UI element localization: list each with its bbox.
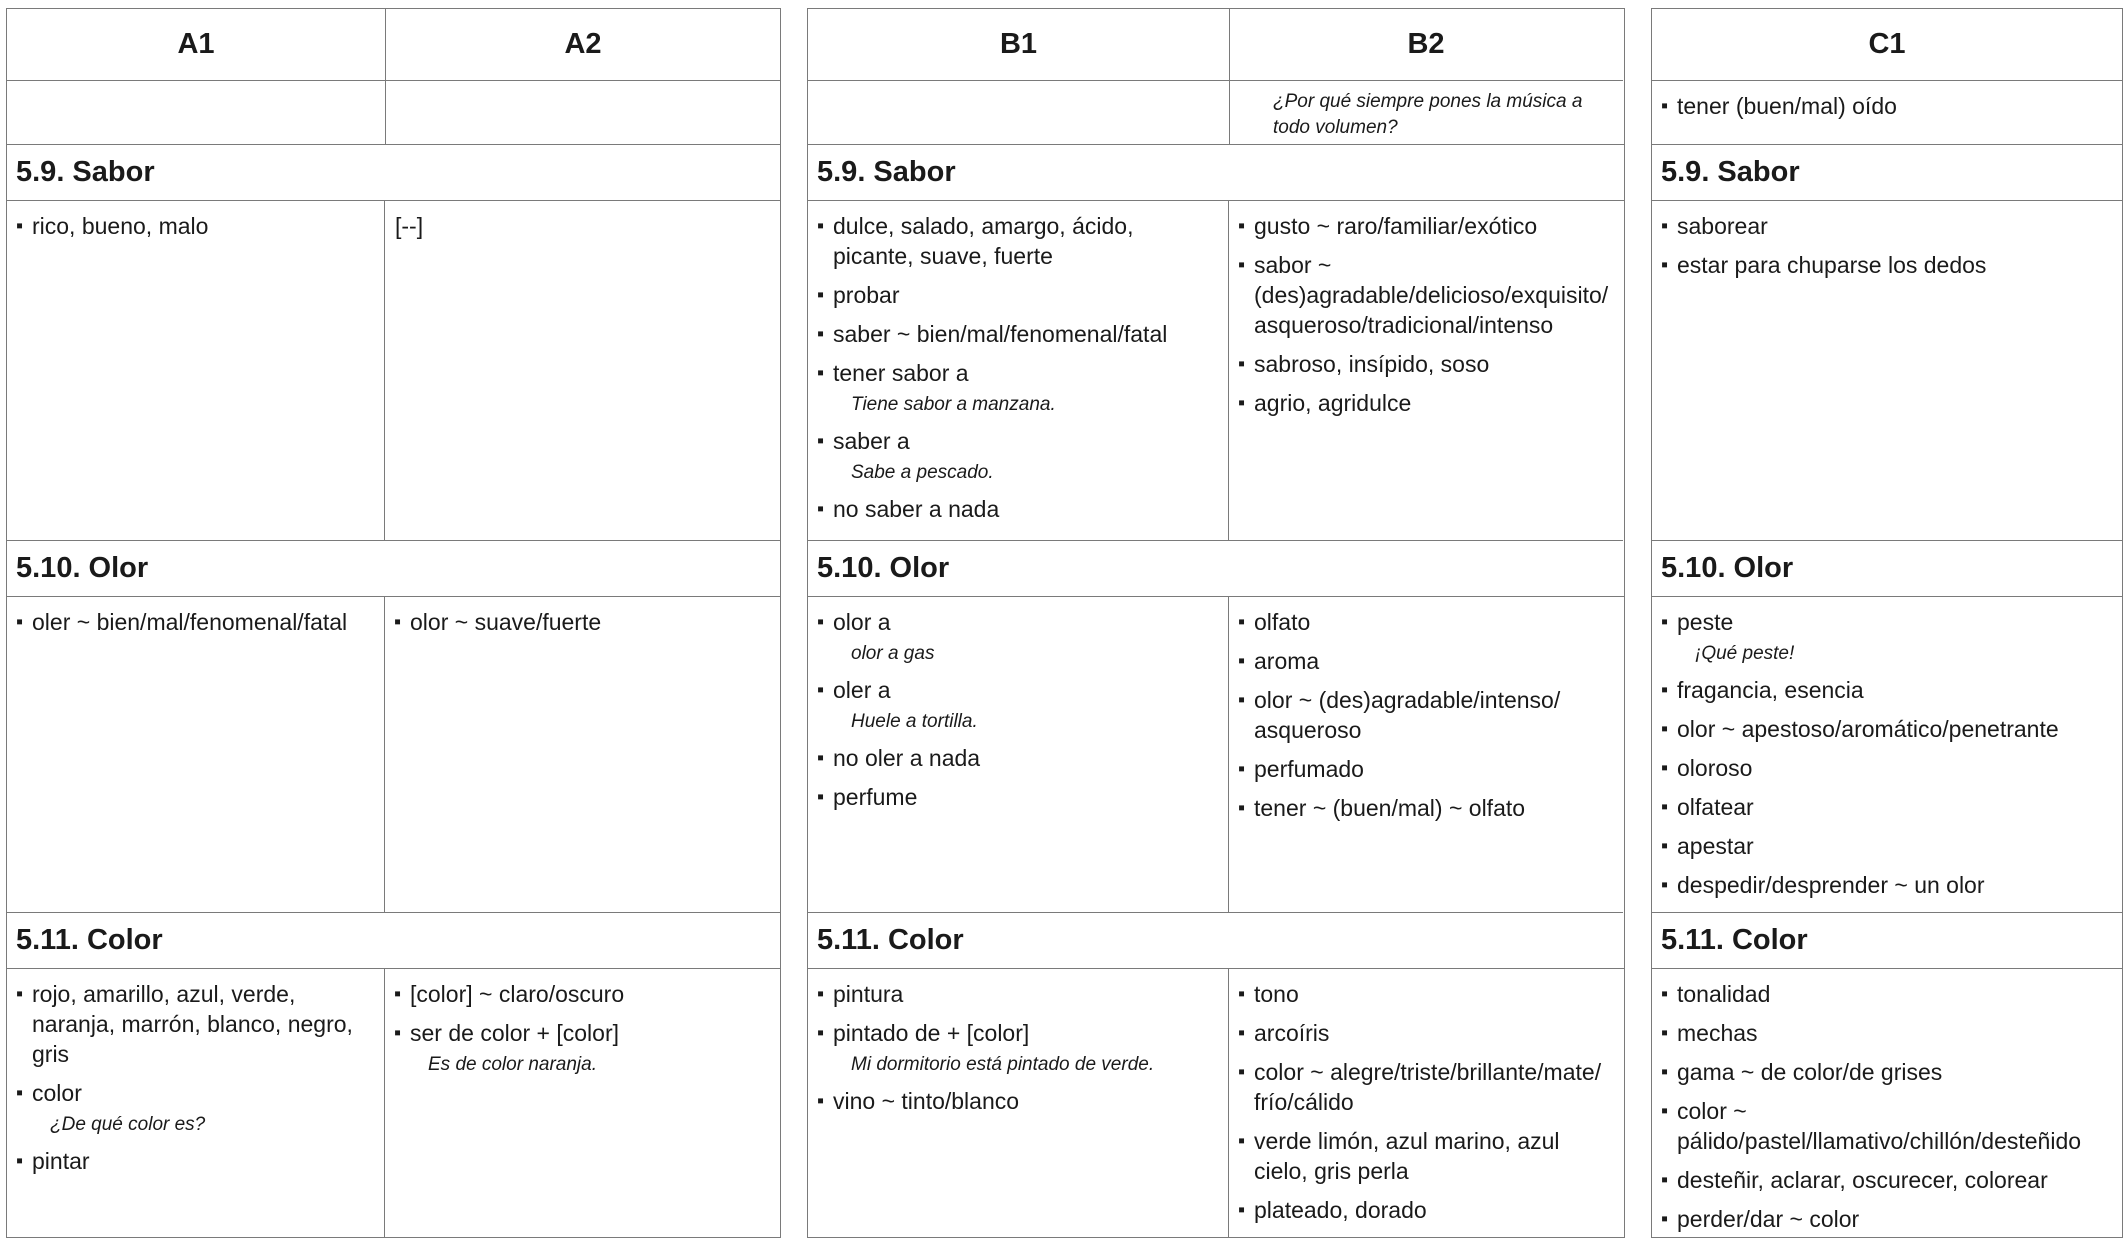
list-item: ▪ oler a Huele a tortilla.	[817, 675, 1216, 734]
list-item: ▪ sabor ~ (des)agradable/delicioso/exquisito/ asqueroso/tradicional/intenso	[1238, 250, 1611, 340]
sabor-c1	[1652, 201, 2122, 541]
list-item: ▪ color ¿De qué color es?	[16, 1078, 372, 1137]
list-item: ▪ oloroso	[1661, 753, 2110, 783]
panel-a	[6, 8, 781, 1238]
header-a1: A1	[7, 9, 385, 81]
list-item: ▪ perder/dar ~ color	[1661, 1204, 2110, 1234]
list-item: ▪ olor ~ suave/fuerte	[394, 607, 769, 637]
list-item: ▪ saber a Sabe a pescado.	[817, 426, 1216, 485]
list-item: ▪ olfato	[1238, 607, 1611, 637]
list-item: ▪ vino ~ tinto/blanco	[817, 1086, 1216, 1116]
list-item: ▪ olor ~ apestoso/aromático/penetrante	[1661, 714, 2110, 744]
olor-c1	[1652, 597, 2122, 913]
list-item: ▪ gusto ~ raro/familiar/exótico	[1238, 211, 1611, 241]
list-item: ▪ olor a olor a gas	[817, 607, 1216, 666]
section-title-sabor-a: 5.9. Sabor	[7, 145, 780, 201]
list-item: ▪ mechas	[1661, 1018, 2110, 1048]
top-row-a	[7, 81, 780, 145]
list-item: ▪ rojo, amarillo, azul, verde, naranja, marrón, blanco, negro, gris	[16, 979, 372, 1069]
sabor-b2	[1229, 201, 1623, 541]
panel-c	[1651, 8, 2123, 1238]
example: olor a gas	[851, 643, 935, 664]
olor-b1	[808, 597, 1229, 913]
list-item: ▪ tener sabor a Tiene sabor a manzana.	[817, 358, 1216, 417]
olor-b2	[1229, 597, 1623, 913]
list-item: ▪ plateado, dorado	[1238, 1195, 1611, 1225]
section-title-color-a: 5.11. Color	[7, 913, 780, 969]
list-item: ▪ saborear	[1661, 211, 2110, 241]
list-item: ▪ ser de color + [color] Es de color naranja.	[394, 1018, 769, 1077]
list-item: ▪ saber ~ bien/mal/fenomenal/fatal	[817, 319, 1216, 349]
list-item: ▪ pintado de + [color] Mi dormitorio está pintado de verde.	[817, 1018, 1216, 1077]
list-item: ▪ no saber a nada	[817, 494, 1216, 524]
list-item: ▪ color ~ alegre/triste/brillante/mate/ frío/cálido	[1238, 1057, 1611, 1117]
sabor-a2	[385, 201, 781, 541]
list-item: ▪ color ~ pálido/pastel/llamativo/chillón/desteñido	[1661, 1096, 2110, 1156]
example: Tiene sabor a manzana.	[851, 394, 1056, 415]
list-item: ▪ peste ¡Qué peste!	[1661, 607, 2110, 666]
list-item: ▪ tonalidad	[1661, 979, 2110, 1009]
color-a1	[7, 969, 385, 1237]
example: Mi dormitorio está pintado de verde.	[851, 1054, 1155, 1075]
list-item: ▪ probar	[817, 280, 1216, 310]
section-title-olor-c: 5.10. Olor	[1652, 541, 2122, 597]
section-title-color-b: 5.11. Color	[808, 913, 1624, 969]
list-item: ▪ pintura	[817, 979, 1216, 1009]
list-item: ▪ rico, bueno, malo	[16, 211, 372, 241]
section-title-sabor-b: 5.9. Sabor	[808, 145, 1624, 201]
list-item: ▪ tener (buen/mal) oído	[1661, 91, 2110, 121]
list-item: ▪ olor ~ (des)agradable/intenso/ asqueroso	[1238, 685, 1611, 745]
list-item: ▪ tono	[1238, 979, 1611, 1009]
list-item: ▪ verde limón, azul marino, azul cielo, gris perla	[1238, 1126, 1611, 1186]
top-row-b	[808, 81, 1624, 145]
example: Sabe a pescado.	[851, 462, 994, 483]
section-title-olor-b: 5.10. Olor	[808, 541, 1624, 597]
color-b2	[1229, 969, 1623, 1237]
header-b2: B2	[1229, 9, 1623, 81]
list-item: ▪ aroma	[1238, 646, 1611, 676]
color-b1	[808, 969, 1229, 1237]
list-item: ▪ gama ~ de color/de grises	[1661, 1057, 2110, 1087]
list-item: ▪ perfume	[817, 782, 1216, 812]
section-title-sabor-c: 5.9. Sabor	[1652, 145, 2122, 201]
olor-a1	[7, 597, 385, 913]
list-item: ▪ [color] ~ claro/oscuro	[394, 979, 769, 1009]
color-a2	[385, 969, 781, 1237]
header-c1: C1	[1652, 9, 2122, 81]
list-item: ▪ despedir/desprender ~ un olor	[1661, 870, 2110, 900]
color-c1	[1652, 969, 2122, 1237]
list-item: ▪ pintar	[16, 1146, 372, 1176]
empty-marker: [--]	[395, 213, 424, 239]
header-b1: B1	[808, 9, 1229, 81]
list-item: ▪ dulce, salado, amargo, ácido, picante, suave, fuerte	[817, 211, 1216, 271]
sabor-b1	[808, 201, 1229, 541]
example: ¡Qué peste!	[1695, 643, 1795, 664]
list-item: ▪ agrio, agridulce	[1238, 388, 1611, 418]
section-title-color-c: 5.11. Color	[1652, 913, 2122, 969]
list-item: ▪ olfatear	[1661, 792, 2110, 822]
list-item: ▪ estar para chuparse los dedos	[1661, 250, 2110, 280]
example: Es de color naranja.	[428, 1054, 597, 1075]
top-row-c	[1652, 81, 2122, 145]
header-a2: A2	[385, 9, 781, 81]
sabor-a1	[7, 201, 385, 541]
olor-a2	[385, 597, 781, 913]
list-item: ▪ arcoíris	[1238, 1018, 1611, 1048]
example: Huele a tortilla.	[851, 711, 978, 732]
example: ¿Por qué siempre pones la música a todo volumen?	[1273, 91, 1583, 138]
list-item: ▪ perfumado	[1238, 754, 1611, 784]
list-item: ▪ fragancia, esencia	[1661, 675, 2110, 705]
list-item: ▪ sabroso, insípido, soso	[1238, 349, 1611, 379]
list-item: ▪ desteñir, aclarar, oscurecer, colorear	[1661, 1165, 2110, 1195]
example: ¿De qué color es?	[50, 1114, 206, 1135]
list-item: ▪ tener ~ (buen/mal) ~ olfato	[1238, 793, 1611, 823]
list-item: ▪ oler ~ bien/mal/fenomenal/fatal	[16, 607, 372, 637]
list-item: ▪ apestar	[1661, 831, 2110, 861]
list-item: ▪ no oler a nada	[817, 743, 1216, 773]
panel-b	[807, 8, 1625, 1238]
section-title-olor-a: 5.10. Olor	[7, 541, 780, 597]
